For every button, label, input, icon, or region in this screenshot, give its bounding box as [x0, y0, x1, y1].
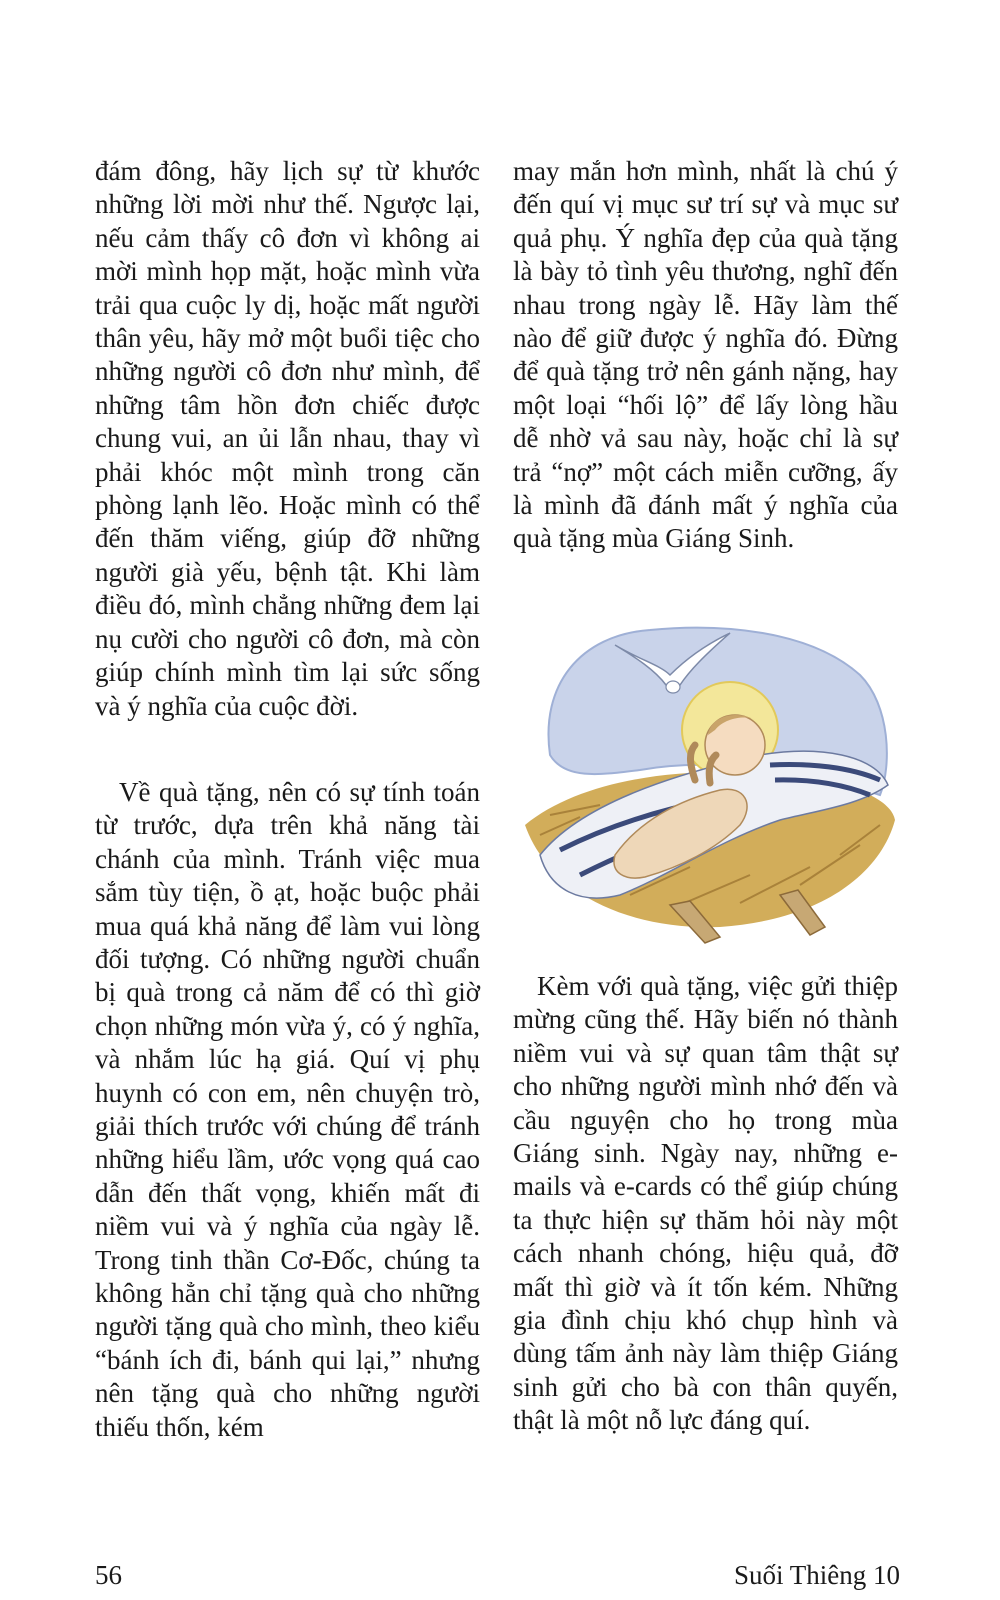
running-title: Suối Thiêng 10 — [733, 1560, 900, 1590]
nativity-illustration — [520, 605, 900, 945]
left-column — [95, 155, 480, 1444]
left-paragraph-1: đám đông, hãy lịch sự từ khước những lời mời như thế. Ngược lại, nếu cảm thấy cô đơn vì không ai mời mình họp mặt, hoặc mình vừa trải qua cuộc ly dị, hoặc mất người thân yêu, hãy mở một buổi tiệc cho những người cô đơn như mình, để những tâm hồn đơn chiếc được chung vui, an ủi lẫn nhau, thay vì phải khóc một mình trong căn phòng lạnh lẽo. Hoặc mình có thể đến thăm viếng, giúp đỡ những người già yếu, bệnh tật. Khi làm điều đó, mình chẳng những đem lại nụ cười cho người cô đơn, mà còn giúp chính mình tìm lại sức sống và ý nghĩa của cuộc đời. — [95, 156, 480, 721]
right-column-bottom — [513, 970, 898, 1438]
left-paragraph-2: Về quà tặng, nên có sự tính toán từ trước, dựa trên khả năng tài chánh của mình. Tránh việc mua sắm tùy tiện, ồ ạt, hoặc buộc phải mua quá khả năng để làm vui lòng đối tượng. Có những người chuẩn bị quà trong cả năm để có thì giờ chọn những món vừa ý, có ý nghĩa, và nhắm lúc hạ giá. Quí vị phụ huynh có con em, nên chuyện trò, giải thích trước với chúng để tránh những hiểu lầm, ước vọng quá cao dẫn đến thất vọng, khiến mất đi niềm vui và ý nghĩa của ngày lễ. Trong tinh thần Cơ-Đốc, chúng ta không hẳn chỉ tặng quà cho những người tặng quà cho mình, theo kiểu “bánh ích đi, bánh qui lại,” nhưng nên tặng quà cho những người thiếu thốn, kém — [95, 776, 480, 1442]
page-number: 56 — [95, 1560, 122, 1590]
right-paragraph-2: Kèm với quà tặng, việc gửi thiệp mừng cũng thế. Hãy biến nó thành niềm vui và sự quan tâm thật sự cho những người mình nhớ đến và cầu nguyện cho họ trong mùa Giáng sinh. Ngày nay, những e-mails và e-cards có thể giúp chúng ta thực hiện sự thăm hỏi này một cách nhanh chóng, hiệu quả, đỡ mất thì giờ và ít tốn kém. Những gia đình chịu khó chụp hình và dùng tấm ảnh này làm thiệp Giáng sinh gửi cho bà con thân quyến, thật là một nỗ lực đáng quí. — [513, 971, 898, 1436]
right-paragraph-1: may mắn hơn mình, nhất là chú ý đến quí vị mục sư trí sự và mục sư quả phụ. Ý nghĩa đẹp của quà tặng là bày tỏ tình yêu thương, nghĩ đến nhau trong ngày lễ. Hãy làm thế nào để giữ được ý nghĩa đó. Đừng để quà tặng trở nên gánh nặng, hay một loại “hối lộ” để lấy lòng hầu dễ nhờ vả sau này, hoặc chỉ là sự trả “nợ” một cách miễn cưỡng, ấy là mình đã đánh mất ý nghĩa của quà tặng mùa Giáng Sinh. — [513, 156, 898, 554]
right-column-top — [513, 155, 898, 556]
